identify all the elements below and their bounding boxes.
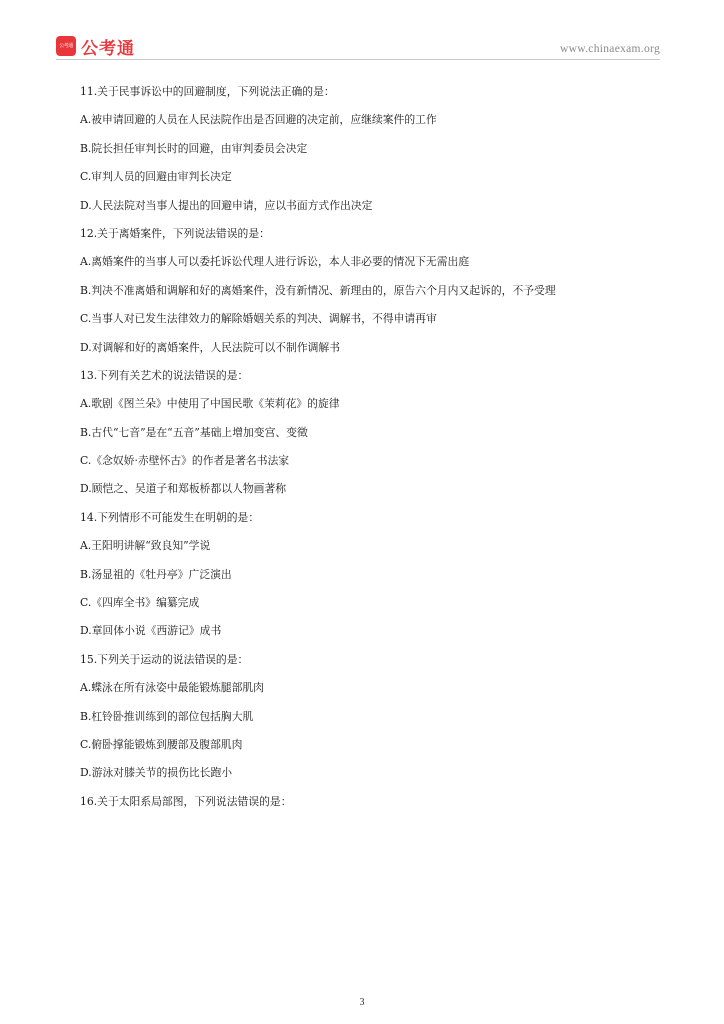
question-stem: 14.下列情形不可能发生在明朝的是： xyxy=(80,510,260,524)
option-line: B.汤显祖的《牡丹亭》广泛演出 xyxy=(80,567,232,581)
logo-text: 公考通 xyxy=(81,38,135,59)
logo[interactable] xyxy=(56,34,135,58)
site-url: www.chinaexam.org xyxy=(560,43,660,55)
question-stem: 12.关于离婚案件，下列说法错误的是： xyxy=(80,226,270,240)
option-line: A.蝶泳在所有泳姿中最能锻炼腿部肌肉 xyxy=(80,681,264,695)
question-stem: 16.关于太阳系局部图，下列说法错误的是： xyxy=(80,794,292,808)
option-line: A.被申请回避的人员在人民法院作出是否回避的决定前，应继续案件的工作 xyxy=(80,113,437,127)
option-line: B.院长担任审判长时的回避，由审判委员会决定 xyxy=(80,141,308,155)
option-line: A.离婚案件的当事人可以委托诉讼代理人进行诉讼，本人非必要的情况下无需出庭 xyxy=(80,255,470,269)
option-line: C.审判人员的回避由审判长决定 xyxy=(80,170,232,184)
page-number: 3 xyxy=(359,997,365,1008)
option-line: D.对调解和好的离婚案件，人民法院可以不制作调解书 xyxy=(80,340,341,354)
question-stem: 11.关于民事诉讼中的回避制度，下列说法正确的是： xyxy=(80,85,335,98)
option-line: C.当事人对已发生法律效力的解除婚姻关系的判决、调解书，不得申请再审 xyxy=(80,312,437,326)
option-line: A.王阳明讲解“致良知”学说 xyxy=(80,539,211,553)
option-line: D.游泳对膝关节的损伤比长跑小 xyxy=(80,766,233,780)
option-line: D.章回体小说《西游记》成书 xyxy=(80,624,222,638)
option-line: C.俯卧撑能锻炼到腰部及腹部肌肉 xyxy=(80,737,243,751)
header-divider xyxy=(56,59,660,60)
option-line: A.歌剧《图兰朵》中使用了中国民歌《茉莉花》的旋律 xyxy=(80,397,340,411)
logo-icon: 公考通 xyxy=(56,36,76,56)
option-line: B.判决不准离婚和调解和好的离婚案件，没有新情况、新理由的，原告六个月内又起诉的，不予受理 xyxy=(80,283,556,297)
question-list xyxy=(80,78,680,816)
option-line: B.古代“七音”是在“五音”基础上增加变宫、变徵 xyxy=(80,425,308,439)
page-header xyxy=(56,34,660,60)
option-line: D.顾恺之、吴道子和郑板桥都以人物画著称 xyxy=(80,482,287,496)
option-line: C.《念奴娇·赤壁怀古》的作者是著名书法家 xyxy=(80,454,290,468)
option-line: C.《四库全书》编纂完成 xyxy=(80,596,200,610)
option-line: B.杠铃卧推训练到的部位包括胸大肌 xyxy=(80,709,254,723)
question-stem: 13.下列有关艺术的说法错误的是： xyxy=(80,368,249,382)
question-stem: 15.下列关于运动的说法错误的是： xyxy=(80,652,249,666)
option-line: D.人民法院对当事人提出的回避申请，应以书面方式作出决定 xyxy=(80,198,373,212)
